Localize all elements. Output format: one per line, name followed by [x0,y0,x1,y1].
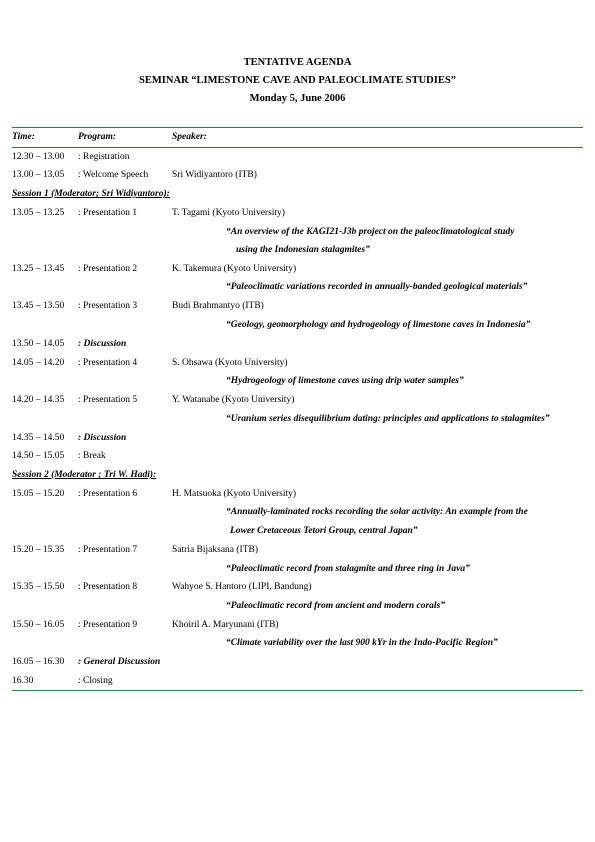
time-cell: 13.00 – 13.05 [12,170,65,180]
agenda-title: TENTATIVE AGENDA [243,57,352,68]
presentation-topic: “Uranium series disequilibrium dating: principles and applications to stalagmites” [226,414,550,424]
speaker-cell: K. Takemura (Kyoto University) [172,264,297,274]
presentation-topic: using the Indonesian stalagmites” [236,245,370,255]
discussion-cell: : General Discussion [78,657,161,667]
program-cell: : Welcome Speech [78,170,149,180]
speaker-cell: Budi Brahmantyo (ITB) [172,301,264,311]
time-cell: 13.25 – 13.45 [12,264,65,274]
presentation-topic: “Paleoclimatic record from ancient and modern corals” [226,601,446,611]
time-cell: 13.50 – 14.05 [12,339,65,349]
time-cell: 14.50 – 15.05 [12,451,65,461]
speaker-cell: Y. Watanabe (Kyoto University) [172,395,295,405]
session-2-heading: Session 2 (Moderator ; Tri W. Hadi): [12,470,157,480]
presentation-topic: “Geology, geomorphology and hydrogeology of limestone caves in Indonesia” [226,320,531,330]
speaker-cell: T. Tagami (Kyoto University) [172,208,285,218]
session-1-heading: Session 1 (Moderator; Sri Widiyantoro): [12,189,170,199]
time-cell: 15.05 – 15.20 [12,489,65,499]
speaker-cell: Sri Widiyantoro (ITB) [172,170,257,180]
speaker-cell: Wahyoe S. Hantoro (LIPI, Bandung) [172,582,312,592]
speaker-cell: H. Matsuoka (Kyoto University) [172,489,297,499]
time-cell: 15.20 – 15.35 [12,545,65,555]
time-cell: 16.30 [12,676,34,686]
seminar-date: Monday 5, June 2006 [249,93,346,104]
time-cell: 15.35 – 15.50 [12,582,65,592]
program-cell: : Presentation 6 [78,489,138,499]
time-cell: 14.35 – 14.50 [12,433,65,443]
program-cell: : Break [78,451,106,461]
presentation-topic: “An overview of the KAGI21-J3b project on the paleoclimatological study [226,227,515,237]
time-cell: 16.05 – 16.30 [12,657,65,667]
program-cell: : Presentation 7 [78,545,138,555]
program-cell: : Presentation 4 [78,358,138,368]
program-cell: : Closing [78,676,113,686]
bottom-rule [12,690,583,691]
top-rule [12,127,583,128]
program-cell: : Presentation 1 [78,208,138,218]
program-cell: : Presentation 3 [78,301,138,311]
time-cell: 14.20 – 14.35 [12,395,65,405]
presentation-topic: Lower Cretaceous Tetori Group, central Japan” [230,526,418,536]
presentation-topic: “Annually-laminated rocks recording the solar activity: An example from the [226,507,528,517]
speaker-cell: S. Ohsawa (Kyoto University) [172,358,288,368]
speaker-column-header: Speaker: [172,132,207,142]
speaker-cell: Satria Bijaksana (ITB) [172,545,259,555]
program-cell: : Presentation 8 [78,582,138,592]
header-rule [12,147,583,148]
seminar-title: SEMINAR “LIMESTONE CAVE AND PALEOCLIMATE STUDIES” [139,75,456,86]
discussion-cell: : Discussion [78,433,127,443]
time-cell: 13.45 – 13.50 [12,301,65,311]
program-cell: : Presentation 2 [78,264,138,274]
program-cell: : Registration [78,152,130,162]
presentation-topic: “Paleoclimatic variations recorded in annually-banded geological materials” [226,282,528,292]
discussion-cell: : Discussion [78,339,127,349]
time-cell: 15.50 – 16.05 [12,620,65,630]
presentation-topic: “Hydrogeology of limestone caves using drip water samples” [226,376,464,386]
time-cell: 12.30 – 13.00 [12,152,65,162]
speaker-cell: Khoiril A. Maryunani (ITB) [172,620,279,630]
program-cell: : Presentation 9 [78,620,138,630]
time-cell: 14.05 – 14.20 [12,358,65,368]
presentation-topic: “Paleoclimatic record from stalagmite and three ring in Java” [226,564,470,574]
presentation-topic: “Climate variability over the last 900 kYr in the Indo-Pacific Region” [226,638,498,648]
program-column-header: Program: [78,132,116,142]
time-column-header: Time: [12,132,35,142]
time-cell: 13.05 – 13.25 [12,208,65,218]
program-cell: : Presentation 5 [78,395,138,405]
